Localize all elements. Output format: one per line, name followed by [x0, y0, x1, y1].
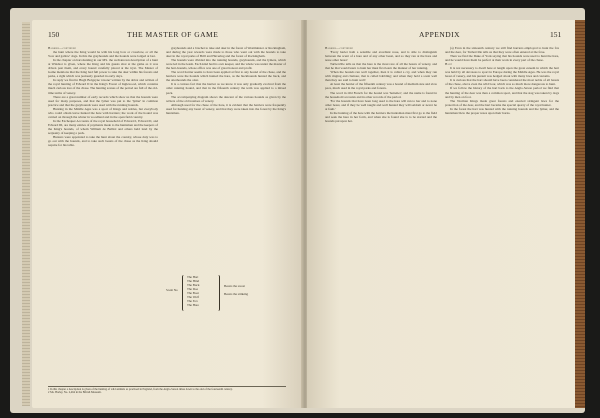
left-col1-paragraph: Hunting in the Middle Ages was a sport of Kings and nobles, but everybody who could obtain leave hunted the hare with harriers; the work of the hound was carried on through the winter in woodland and in the open field country. — [48, 106, 158, 119]
left-page-number: 150 — [48, 30, 60, 39]
diagram-left-brace — [182, 275, 186, 311]
footnote: 2 Ms. Harley, No. 2,464 in the British Museum. — [48, 391, 102, 395]
left-column-2 — [166, 46, 286, 115]
diagram-branch: The Hind — [187, 279, 200, 283]
right-col2-paragraph: In the forest the hart was hunted with the running hounds and the lymer, and the huntsmen blew the proper notes upon their horns. — [445, 106, 559, 115]
diagram-right-label: Beasts the sweet — [224, 284, 246, 288]
diagram-branch: The Hart — [187, 275, 199, 279]
right-column-2 — [445, 46, 559, 115]
right-col1-paragraph: Turberville tells us that the hare is the most rare of all the beasts of venery, and that he that would learn to hunt her must first learn the manner of her running. — [325, 62, 437, 71]
left-col2-paragraph: greyhounds and a brachet to take and deer in the forest of Westminster or Rockingham, and during the year rewards were made to those who went out with the hounds to take deer in the royal parks of Brill and Havering and the forest of Rockingham. — [166, 46, 286, 59]
left-col1-paragraph: There are a great number of early records which show us that the hounds were used for many purposes, and that the lymer was put to the 'lymer' in common practice and that the greyhounds were used with the running hounds. — [48, 94, 158, 107]
left-col2-paragraph: Although used for the chase of the hare, it is evident that the harriers were frequently used for hunting any beast of venery, and that they were taken into the forest by the King's huntsmen. — [166, 102, 286, 115]
right-col1-paragraph: In the hunting of the hare with the harriers the huntsman must first go to the field and seek the hare in her form, and when she is found she is to be started and the hounds put upon her. — [325, 110, 437, 123]
left-col2-paragraph: The hounds were divided into the running hounds, greyhounds, and the lymers, which were led in the leash. Each kind had its own keeper, and the whole was under the master of the hart-hounds, whose office was one of great honour and profit. — [166, 58, 286, 71]
diagram-branch: The Buck — [187, 283, 200, 287]
diagram-branch: The Doe — [187, 287, 199, 291]
right-column-1 — [325, 46, 437, 123]
left-running-head: THE MASTER OF GAME — [127, 30, 219, 39]
diagram-branch: The Wolf — [187, 295, 199, 299]
page-edges-left — [22, 22, 30, 406]
diagram-right-label-2: Beasts the stinking — [224, 292, 249, 296]
left-col2-paragraph: The word harrier seems to have been applied at first to any hound of the chase, and the harriers were the hounds which hunted the hare, as the buckhounds hunted the buck, and the otterhounds the otter. — [166, 70, 286, 83]
right-col2-paragraph: Then we find the Duke of York saying that his hounds were used to hunt the hare, and he would have them be perfect at their work in every part of the chase. — [445, 54, 559, 63]
left-col1-subheading: Harrier—continued — [48, 46, 77, 50]
page-edges-right — [575, 20, 585, 408]
diagram-branches — [187, 275, 199, 307]
left-page — [32, 20, 303, 408]
right-col1-paragraph: 'For the hounds that have been long used to the hare will run to her and to none other beast, and if they be well taught and well hunted they will seldom or never be at fault.' — [325, 98, 437, 111]
right-col2-subheading: Hart — [445, 62, 453, 67]
right-col1-subheading: Harrier—continued — [325, 46, 354, 50]
right-col2-paragraph: (a) Even in the sixteenth century we still find harriers employed to hunt the fox and the deer, for Turberville tells us that they were often entered at the foxe. — [445, 46, 559, 55]
diagram-branch: The Fox — [187, 299, 198, 303]
diagram-right-brace — [216, 275, 220, 311]
diagram-branch: The Hare — [187, 303, 199, 307]
diagram-left-label: Scent No — [166, 288, 178, 292]
open-book — [10, 8, 585, 413]
right-col1-paragraph: The word in Old French for the hound was 'hairetier', and the name is found in the household accounts and in other records of the period. — [325, 90, 437, 99]
left-col1-paragraph: Hunters were appointed to take the hunt about the country, whose duty was to go out with the hounds, and to take such beasts of the chase as the King should require for his table. — [48, 135, 158, 148]
diagram-branch: The Boar — [187, 291, 199, 295]
right-col1-paragraph: 'When the hounds run well together, then it is called a cry, and when they run with ringing and clamour, that is called babbling; and when they hold a scent well then they are said to hunt well.' — [325, 70, 437, 83]
left-col2-paragraph: The accompanying diagram shows the descent of the various hounds as given by the writers of the old treatises of venery. — [166, 94, 286, 103]
left-col2-paragraph: It is a curious fact that the harrier as we know it was only gradually evolved from the older running hound, and that in the fifteenth century the term was applied to a mixed pack. — [166, 82, 286, 95]
left-column-1 — [48, 46, 158, 147]
right-page — [307, 20, 577, 408]
right-col1-paragraph: At least the harrier of the fifteenth century was a hound of medium size and slow pace, much used in the royal parks and forests. — [325, 82, 437, 91]
left-col1-paragraph: In the Exchequer Accounts of the royal household of Edward I, Edward II, and Edward III, are many entries of payments made to the huntsmen and the keepers of the King's hounds, of whom William de Balliol and others held land by the serjeanty of keeping a pack. — [48, 118, 158, 135]
footnote-rule — [48, 386, 286, 387]
right-col2-paragraph: The Norman Kings made great forests and enacted stringent laws for the protection of the deer, and the hart became the special quarry of the royal hunter. — [445, 98, 559, 107]
footnote: 1 In this chapter a description is given of the hunting of wild animals as practised in England, from the Anglo-Saxon times down to the end of the fourteenth century. — [48, 388, 233, 391]
left-footnotes — [48, 388, 286, 395]
right-col2-paragraph: It is curious that the hart should have been considered the most noble of all beasts of the chase, above even the wild boar, which was so much more dangerous to hunt. — [445, 78, 559, 87]
left-col1-paragraph: In the chapter on hart-hunting in our MS. the well-known description of a hunt at Windsor is given, where the King and his guests shot at the game as it was driven past them, and every hound carefully placed at the tryst. The Master of Game mentions that the King had full power to take the deer within his forests and parks, a right which was jealously guarded in early days. — [48, 58, 158, 79]
right-col2-paragraph: It is not necessary to dwell here at length upon the great esteem in which the hart was held by all devotees to sport in Europe during the Middle Ages. He was the royal beast of venery, and his pursuit was hedged about with many laws and customs. — [445, 66, 559, 79]
left-col1-paragraph: the hunt where the King would be with his long bow or crossbow, or all the 'bow and gallow' dogs. In this the greyhounds and the hounds were lodged at last. — [48, 50, 158, 59]
right-running-head: APPENDIX — [419, 30, 461, 39]
left-col1-paragraph: In reply we find in Hugh Bolgeyne 'ersone' written by the abbot and written of the royal hunting of Edward II in the King's Forest of Inglewood, which contains much curious lore of the chase. The hunting scenes of the period are full of the old-time terms of venery. — [48, 78, 158, 95]
right-page-number: 151 — [550, 30, 562, 39]
right-col2-paragraph: If we follow the history of the hart back to the Anglo-Saxon period we find that the hunting of the deer was then a common sport, and that the stag was taken by dogs and by men on foot. — [445, 86, 559, 99]
right-col1-paragraph: 'Every harier hath a sensible and excellent nose, and is able to distinguish between the scent of a hare and of any other beast, and so they run at the hare and none other beast.' — [325, 50, 437, 63]
